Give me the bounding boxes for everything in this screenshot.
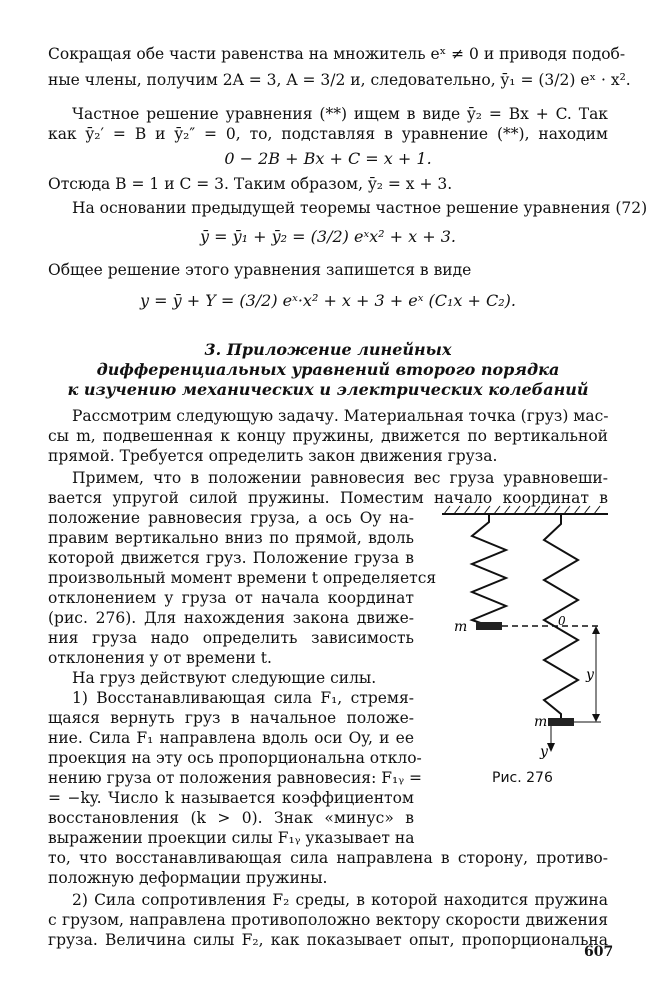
section-heading: к изучению механических и электрических колебаний [67,380,589,399]
text-line: 1) Восстанавливающая сила F₁, стремя- [72,689,414,707]
text-line: груза. Величина силы F₂, как показывает опыт, пропорциональна [48,931,608,949]
text-line: Частное решение уравнения (**) ищем в виде ȳ₂ = Bx + C. Так [72,105,608,123]
spring-left [472,514,506,626]
text-line: отклонением y груза от начала координат [48,589,414,607]
text-line: которой движется груз. Положение груза в [48,549,414,567]
weight-right [548,718,574,726]
text-line: прямой. Требуется определить закон движения груза. [48,447,498,465]
label-y-axis: y [540,744,548,760]
label-m-left: m [454,619,468,635]
text-line: положную деформации пружины. [48,869,328,887]
figure-caption: Рис. 276 [492,770,553,786]
text-line: ние. Сила F₁ направлена вдоль оси Oy, и ее [48,729,414,747]
equation: 0 − 2B + Bx + C = x + 1. [224,149,432,168]
text-line: ные члены, получим 2A = 3, A = 3/2 и, следовательно, ȳ₁ = (3/2) eˣ · x². [48,71,631,89]
text-line: ния груза надо определить зависимость [48,629,414,647]
text-line: выражении проекции силы F₁ᵧ указывает на [48,829,415,847]
text-line: щаяся вернуть груз в начальное положе- [48,709,414,727]
text-line: проекция на эту ось пропорциональна откло- [48,749,422,767]
arrow-down-head [592,714,600,722]
label-m-bottom: m [534,714,548,730]
text-line: правим вертикально вниз по прямой, вдоль [48,529,414,547]
text-line: Рассмотрим следующую задачу. Материальная точка (груз) мас- [72,407,609,425]
y-axis-arrow-icon [547,743,555,752]
page-number: 607 [584,944,614,960]
section-heading: 3. Приложение линейных [204,340,452,359]
equation: ȳ = ȳ₁ + ȳ₂ = (3/2) eˣx² + x + 3. [199,227,457,246]
text-line: как ȳ₂′ = B и ȳ₂″ = 0, то, подставляя в уравнение (**), находим [48,125,608,143]
text-line: На основании предыдущей теоремы частное решение уравнения (72) [72,199,648,217]
text-line: произвольный момент времени t определяется [48,569,437,587]
text-line: = −ky. Число k называется коэффициентом [48,789,414,807]
section-heading: дифференциальных уравнений второго порядка [96,360,560,379]
text-line: положение равновесия груза, а ось Oy на- [48,509,414,527]
arrow-up-head [592,626,600,634]
text-line: сы m, подвешенная к концу пружины, движется по вертикальной [48,427,608,445]
text-line: восстановления (k > 0). Знак «минус» в [48,809,414,827]
text-line: 2) Сила сопротивления F₂ среды, в которой находится пружина [72,891,608,909]
text-line: (рис. 276). Для нахождения закона движе- [48,609,414,627]
weight-left [476,622,502,630]
text-line: с грузом, направлена противоположно вектору скорости движения [48,911,608,929]
text-line: Отсюда B = 1 и C = 3. Таким образом, ȳ₂ = x + 3. [48,175,453,193]
text-line: Общее решение этого уравнения запишется в виде [48,261,472,279]
equation: y = ȳ + Y = (3/2) eˣ·x² + x + 3 + eˣ (C₁x + C₂). [139,291,517,310]
text-line: Сокращая обе части равенства на множитель eˣ ≠ 0 и приводя подоб- [48,45,626,63]
text-line: отклонения y от времени t. [48,649,272,667]
label-y: y [586,667,594,683]
ceiling-hatching [444,506,600,514]
text-line: нению груза от положения равновесия: F₁ᵧ = [48,769,422,787]
spring-figure [436,500,616,770]
label-o: 0 [558,614,566,628]
text-line: то, что восстанавливающая сила направлена в сторону, противо- [48,849,608,867]
text-line: Примем, что в положении равновесия вес груза уравновеши- [72,469,608,487]
text-line: вается упругой силой пружины. Поместим начало координат в [48,489,608,507]
text-line: На груз действуют следующие силы. [72,669,377,687]
